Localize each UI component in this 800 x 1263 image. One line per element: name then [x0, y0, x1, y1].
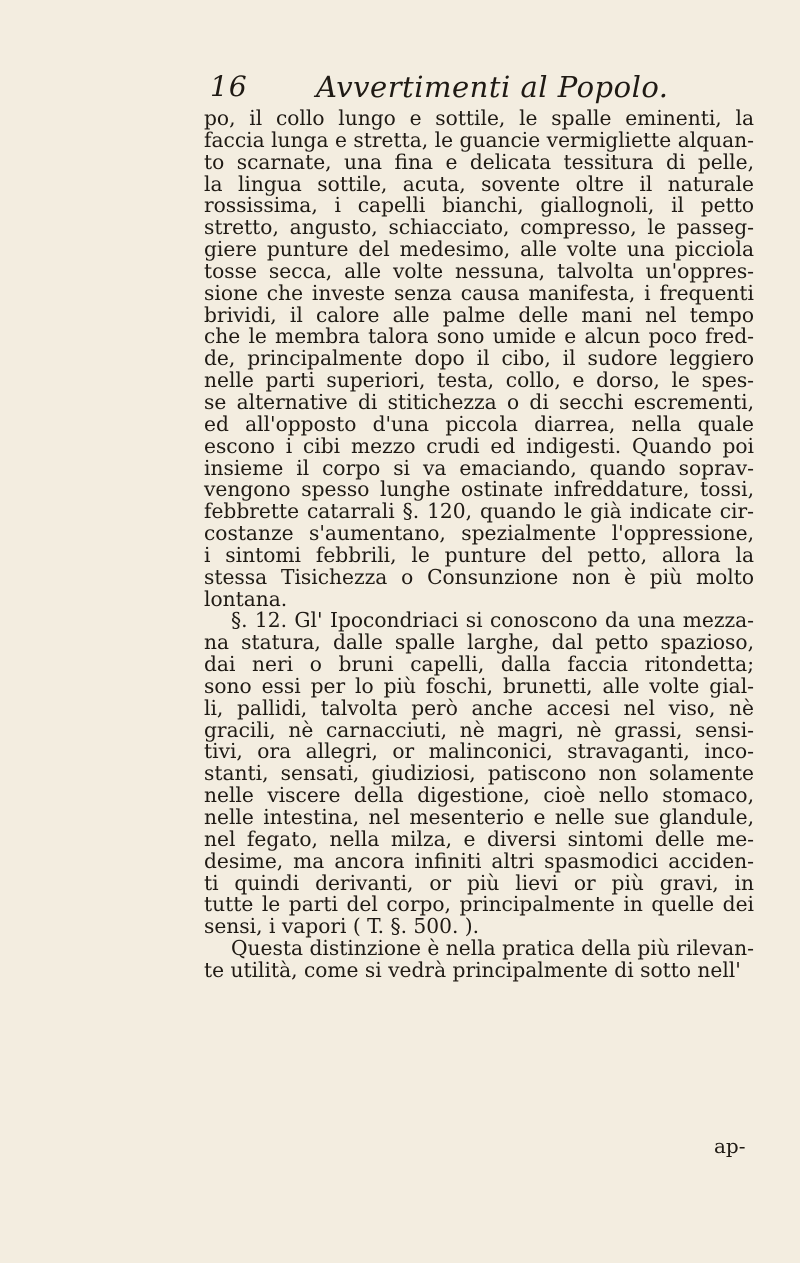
text-line: §. 12. Gl' Ipocondriaci si conoscono da una mezza- — [231, 608, 754, 633]
text-line: escono i cibi mezzo crudi ed indigesti. Quando poi — [204, 433, 754, 458]
body-text — [204, 108, 754, 982]
text-line: nelle viscere della digestione, cioè nello stomaco, — [204, 783, 754, 808]
text-line: ti quindi derivanti, or più lievi or più gravi, in — [204, 870, 754, 895]
text-line: che le membra talora sono umide e alcun poco fred- — [204, 324, 754, 349]
text-line: Questa distinzione è nella pratica della più rilevan- — [231, 936, 754, 961]
text-line: li, pallidi, talvolta però anche accesi nel viso, nè — [204, 695, 754, 720]
text-line: tutte le parti del corpo, principalmente in quelle dei — [204, 892, 754, 917]
text-line: stretto, angusto, schiacciato, compresso, le passeg- — [204, 215, 754, 240]
text-line: brividi, il calore alle palme delle mani nel tempo — [204, 302, 754, 327]
catchword: ap- — [714, 1134, 746, 1158]
text-line: tivi, ora allegri, or malinconici, stravaganti, inco- — [204, 739, 754, 764]
text-line: desime, ma ancora infiniti altri spasmodici acciden- — [204, 848, 754, 873]
text-line: la lingua sottile, acuta, sovente oltre il naturale — [204, 171, 754, 196]
text-line: costanze s'aumentano, spezialmente l'oppressione, — [204, 521, 754, 546]
text-line: na statura, dalle spalle larghe, dal petto spazioso, — [204, 630, 754, 655]
text-line: vengono spesso lunghe ostinate infreddature, tossi, — [204, 477, 754, 502]
text-line: de, principalmente dopo il cibo, il sudore leggiero — [204, 346, 754, 371]
text-line: po, il collo lungo e sottile, le spalle eminenti, la — [204, 106, 754, 130]
text-line: dai neri o bruni capelli, dalla faccia ritondetta; — [204, 652, 754, 677]
text-line: faccia lunga e stretta, le guancie vermigliette alquan- — [204, 127, 754, 152]
page-number: 16 — [210, 70, 248, 103]
text-line: insieme il corpo si va emaciando, quando soprav- — [204, 455, 754, 480]
text-line: sensi, i vapori ( T. §. 500. ). — [204, 914, 480, 939]
text-line: nelle intestina, nel mesenterio e nelle sue glandule, — [204, 805, 754, 829]
text-line: stessa Tisichezza o Consunzione non è più molto — [204, 564, 754, 589]
page-header — [210, 70, 770, 110]
text-line: to scarnate, una fina e delicata tessitura di pelle, — [204, 149, 754, 174]
text-line: lontana. — [204, 586, 288, 611]
text-line: ed all'opposto d'una piccola diarrea, nella quale — [204, 411, 754, 436]
text-line: nelle parti superiori, testa, collo, e dorso, le spes- — [204, 368, 754, 393]
text-line: giere punture del medesimo, alle volte una picciola — [204, 237, 754, 262]
text-line: nel fegato, nella milza, e diversi sintomi delle me- — [204, 826, 754, 851]
text-line: rossissima, i capelli bianchi, giallognoli, il petto — [204, 193, 754, 218]
text-line: sione che investe senza causa manifesta, i frequenti — [204, 280, 754, 305]
text-line: sono essi per lo più foschi, brunetti, alle volte gial- — [204, 673, 754, 698]
text-line: te utilità, come si vedrà principalmente di sotto nell' — [204, 957, 741, 982]
text-line: febbrette catarrali §. 120, quando le già indicate cir- — [204, 499, 754, 524]
text-line: i sintomi febbrili, le punture del petto, allora la — [204, 542, 754, 567]
running-title: Avvertimenti al Popolo. — [316, 70, 669, 104]
text-line: se alternative di stitichezza o di secchi escrementi, — [204, 389, 754, 414]
text-line: gracili, nè carnacciuti, nè magri, nè grassi, sensi- — [204, 717, 754, 742]
text-line: tosse secca, alle volte nessuna, talvolta un'oppres- — [204, 258, 754, 283]
text-line: stanti, sensati, giudiziosi, patiscono non solamente — [204, 761, 754, 786]
